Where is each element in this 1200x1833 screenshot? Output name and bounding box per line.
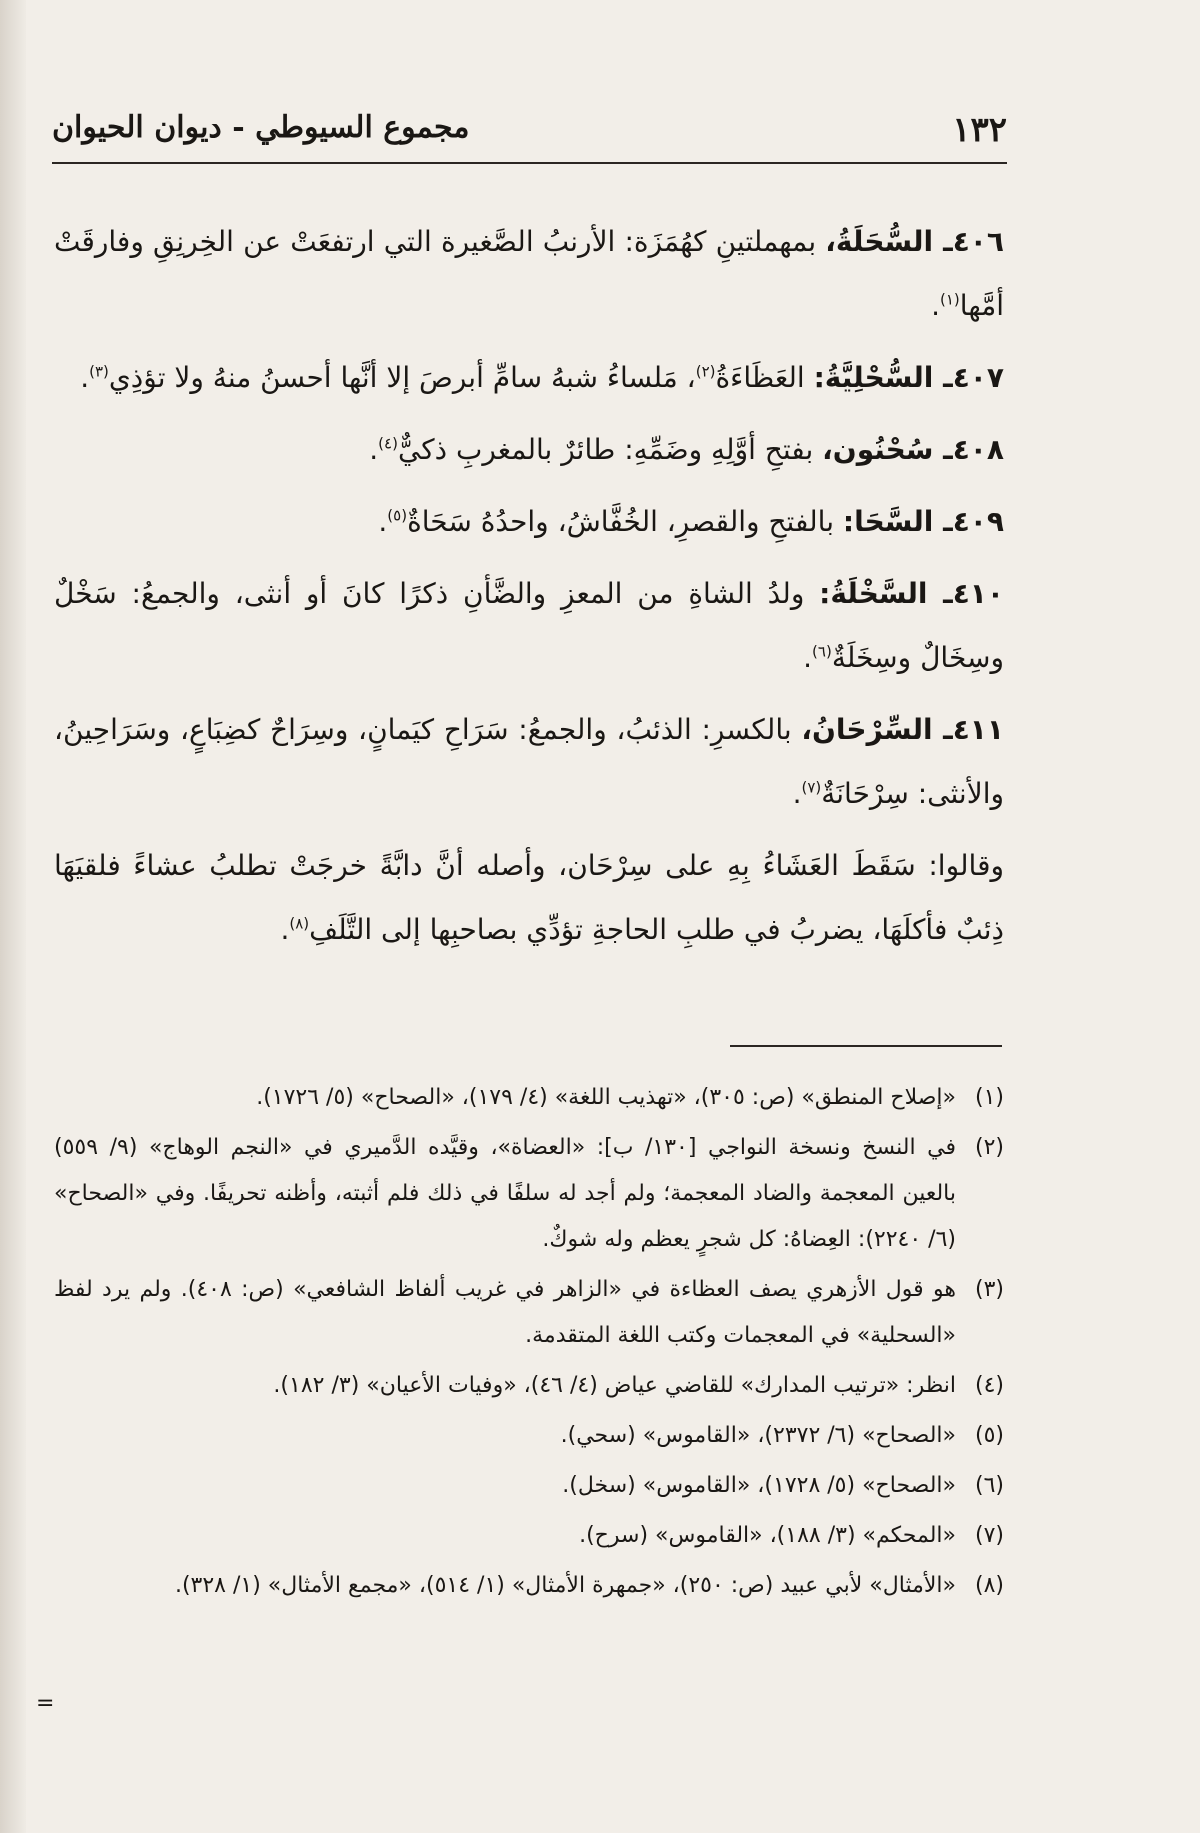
- running-title: مجموع السيوطي - ديوان الحيوان: [52, 110, 470, 145]
- page-header: [52, 100, 1007, 164]
- entry-406: ٤٠٦ـ السُّحَلَةُ، بمهملتينِ كهُمَزَة: الأرنبُ الصَّغيرة التي ارتفعَتْ عن الخِرنِقِ وفارقَتْ أمَّها$^{(١)}$.: [54, 225, 1004, 322]
- entry-text: ولدُ الشاةِ من المعزِ والضَّأنِ ذكرًا كانَ أو أنثى، والجمعُ: سَخْلٌ وسِخَالٌ وسِخَلَةٌ: [54, 577, 1004, 674]
- entry-number: ٤٠٧: [952, 361, 1004, 394]
- page-gutter: [0, 0, 26, 1833]
- entry-text: بالفتحِ والقصرِ، الخُفَّاشُ، واحدُهُ سَحَاةٌ: [407, 505, 843, 538]
- main-text: [54, 210, 1004, 970]
- footnote-text: «المحكم» (٣/ ١٨٨)، «القاموس» (سرح).: [579, 1523, 956, 1548]
- entry-headword: السَّحَا:: [842, 505, 934, 538]
- entry-headword: السِّرْحَانُ،: [801, 713, 933, 746]
- entry-headword: السُّحْلِيَّةُ:: [813, 361, 934, 394]
- footnote-ref[interactable]: (١): [940, 290, 960, 309]
- entry-headword: سُحْنُون،: [822, 433, 934, 466]
- entry-number: ٤١٠: [952, 577, 1004, 610]
- entry-number: ٤٠٨: [952, 433, 1004, 466]
- entry-411: ٤١١ـ السِّرْحَانُ، بالكسرِ: الذئبُ، والجمعُ: سَرَاحِ كيَمانٍ، وسِرَاحٌ كضِبَاعٍ، وسَرَاحِينُ، والأنثى: سِرْحَانَةٌ$^{(٧)}$.: [54, 713, 1004, 810]
- footnote-marker: (٨): [974, 1573, 1004, 1598]
- footnote-marker: (٦): [974, 1473, 1004, 1498]
- footnote-ref[interactable]: (٦): [812, 642, 832, 661]
- footnote-ref[interactable]: (٨): [289, 914, 310, 933]
- footnote-text: «الصحاح» (٦/ ٢٣٧٢)، «القاموس» (سحي).: [560, 1423, 956, 1448]
- footnote-1: [54, 1075, 1004, 1121]
- footnote-marker: (١): [974, 1085, 1004, 1110]
- footnotes: [54, 1075, 1004, 1613]
- footnote-text: «الأمثال» لأبي عبيد (ص: ٢٥٠)، «جمهرة الأمثال» (١/ ٥١٤)، «مجمع الأمثال» (١/ ٣٢٨).: [174, 1573, 956, 1598]
- footnote-text: في النسخ ونسخة النواجي [١٣٠/ ب]: «العضاة»، وقيَّده الدَّميري في «النجم الوهاج» (٩/ ٥٥٩) بالعين المعجمة والضاد المعجمة؛ ولم أجد له سلفًا في ذلك فلم أثبته، وأظنه تحريفًا. وفي «الصحاح» (٦/ ٢٢٤٠): العِضاهُ: كل شجرٍ يعظم وله شوكٌ.: [54, 1135, 956, 1252]
- footnote-marker: (٧): [974, 1523, 1004, 1548]
- continuation-mark: =: [36, 1691, 55, 1716]
- proverb-paragraph: وقالوا: سَقَطَ العَشَاءُ بِهِ على سِرْحَان، وأصله أنَّ دابَّةً خرجَتْ تطلبُ عشاءً فلقيَهَا ذِئبٌ فأكلَهَا، يضربُ في طلبِ الحاجةِ تؤدِّي بصاحبِها إلى التَّلَفِ$^{(٨)}$.: [54, 849, 1004, 946]
- footnote-text: انظر: «ترتيب المدارك» للقاضي عياض (٤/ ٤٦)، «وفيات الأعيان» (٣/ ١٨٢).: [273, 1373, 956, 1398]
- entry-409: ٤٠٩ـ السَّحَا: بالفتحِ والقصرِ، الخُفَّاشُ، واحدُهُ سَحَاةٌ$^{(٥)}$.: [378, 505, 1004, 538]
- entry-number: ٤٠٦: [952, 225, 1004, 258]
- footnote-3: [54, 1267, 1004, 1359]
- entry-text: العَظَاءَةُ: [715, 361, 814, 394]
- entry-407: ٤٠٧ـ السُّحْلِيَّةُ: العَظَاءَةُ$^{(٢)}$، مَلساءُ شبهُ سامِّ أبرصَ إلا أنَّها أحسنُ منهُ ولا تؤذِي$^{(٣)}$.: [80, 361, 1004, 394]
- entry-number: ٤٠٩: [952, 505, 1004, 538]
- footnote-marker: (٢): [974, 1135, 1004, 1160]
- entry-408: ٤٠٨ـ سُحْنُون، بفتحِ أوَّلِهِ وضَمِّهِ: طائرٌ بالمغربِ ذكيٌّ$^{(٤)}$.: [369, 433, 1004, 466]
- entry-headword: السَّخْلَةُ:: [819, 577, 928, 610]
- footnote-8: [54, 1563, 1004, 1609]
- entry-text: ، مَلساءُ شبهُ سامِّ أبرصَ إلا أنَّها أحسنُ منهُ ولا تؤذِي: [108, 361, 696, 394]
- footnote-5: [54, 1413, 1004, 1459]
- footnote-2: [54, 1125, 1004, 1263]
- footnote-text: هو قول الأزهري يصف العظاءة في «الزاهر في غريب ألفاظ الشافعي» (ص: ٤٠٨). ولم يرد لفظ «السحلية» في المعجمات وكتب اللغة المتقدمة.: [54, 1277, 956, 1348]
- footnote-text: «إصلاح المنطق» (ص: ٣٠٥)، «تهذيب اللغة» (٤/ ١٧٩)، «الصحاح» (٥/ ١٧٢٦).: [256, 1085, 956, 1110]
- footnote-text: «الصحاح» (٥/ ١٧٢٨)، «القاموس» (سخل).: [562, 1473, 956, 1498]
- footnote-6: [54, 1463, 1004, 1509]
- footnote-marker: (٥): [974, 1423, 1004, 1448]
- footnote-ref[interactable]: (٢): [695, 362, 716, 381]
- entry-number: ٤١١: [952, 713, 1004, 746]
- footnote-divider: [730, 1045, 1002, 1047]
- entry-text: بمهملتينِ كهُمَزَة: الأرنبُ الصَّغيرة التي ارتفعَتْ عن الخِرنِقِ وفارقَتْ أمَّها: [54, 225, 1004, 322]
- footnote-ref[interactable]: (٣): [89, 362, 109, 381]
- footnote-ref[interactable]: (٥): [387, 506, 408, 525]
- entry-text: بفتحِ أوَّلِهِ وضَمِّهِ: طائرٌ بالمغربِ ذكيٌّ: [397, 433, 823, 466]
- page-number: ١٣٢: [952, 110, 1007, 150]
- entry-headword: السُّحَلَةُ،: [825, 225, 934, 258]
- footnote-7: [54, 1513, 1004, 1559]
- footnote-marker: (٣): [974, 1277, 1004, 1302]
- footnote-marker: (٤): [974, 1373, 1004, 1398]
- entry-410: ٤١٠ـ السَّخْلَةُ: ولدُ الشاةِ من المعزِ والضَّأنِ ذكرًا كانَ أو أنثى، والجمعُ: سَخْلٌ وسِخَالٌ وسِخَلَةٌ$^{(٦)}$.: [54, 577, 1004, 674]
- footnote-ref[interactable]: (٧): [801, 778, 822, 797]
- entry-text: بالكسرِ: الذئبُ، والجمعُ: سَرَاحِ كيَمانٍ، وسِرَاحٌ كضِبَاعٍ، وسَرَاحِينُ، والأنثى: سِرْحَانَةٌ: [54, 713, 1004, 810]
- paragraph-text: وقالوا: سَقَطَ العَشَاءُ بِهِ على سِرْحَان، وأصله أنَّ دابَّةً خرجَتْ تطلبُ عشاءً فلقيَهَا ذِئبٌ فأكلَهَا، يضربُ في طلبِ الحاجةِ تؤدِّي بصاحبِها إلى التَّلَفِ: [54, 849, 1004, 946]
- footnote-ref[interactable]: (٤): [378, 434, 398, 453]
- footnote-4: [54, 1363, 1004, 1409]
